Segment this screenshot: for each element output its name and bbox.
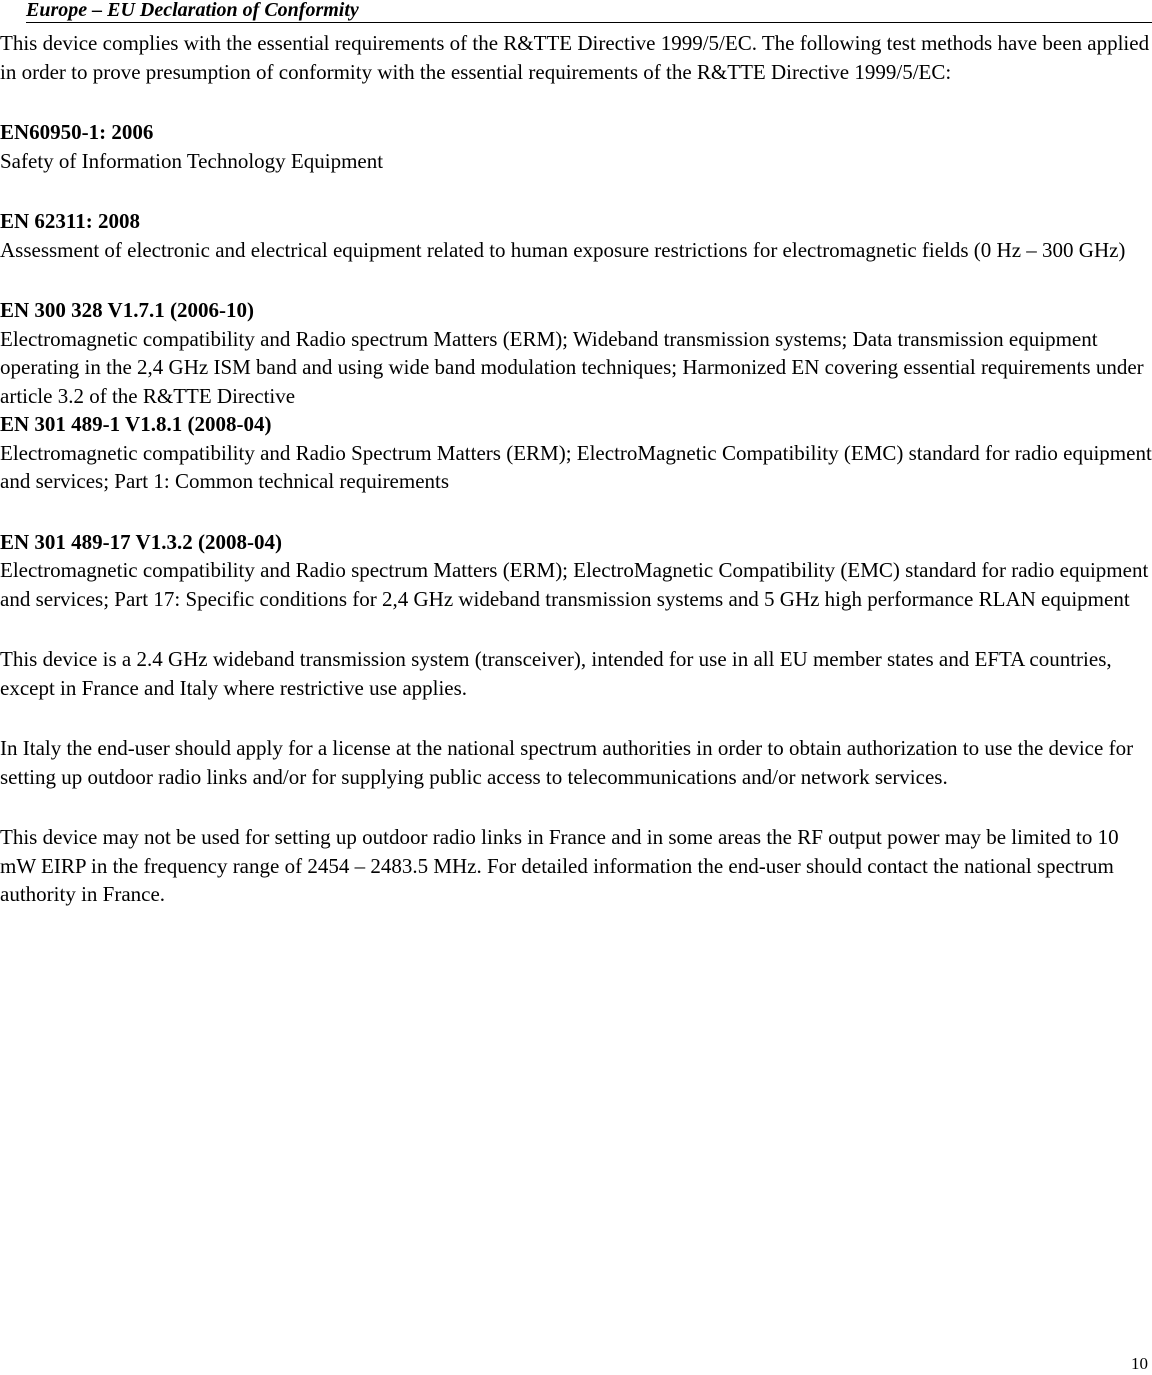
notice-paragraph: This device may not be used for setting up outdoor radio links in France and in some areas the RF output power may be limited to 10 mW EIRP in the frequency range of 2454 – 2483.5 MHz. For detailed information the end-user should contact the national spectrum authority in France. [0,825,1119,906]
spacer [0,613,1152,645]
spacer [0,702,1152,734]
standard-description: Safety of Information Technology Equipment [0,148,384,173]
spacer [0,791,1152,823]
standard-code: EN60950-1: 2006 [0,120,154,144]
spacer [0,86,1152,118]
spacer [0,264,1152,296]
header-rule [26,22,1152,23]
spacer [0,175,1152,207]
page-number: 10 [1131,1354,1148,1373]
intro-paragraph: This device complies with the essential requirements of the R&TTE Directive 1999/5/EC. The following test methods have been applied in order to prove presumption of conformity with the essential requirements of the R&TTE Directive 1999/5/EC: [0,31,1150,84]
standard-description: Electromagnetic compatibility and Radio spectrum Matters (ERM); ElectroMagnetic Compatibility (EMC) standard for radio equipment and services; Part 17: Specific conditions for 2,4 GHz wideband transmission systems and 5 GHz high performance RLAN equipment [0,558,1149,611]
standard-code: EN 301 489-1 V1.8.1 (2008-04) [0,412,272,436]
document-body [0,29,1152,909]
section-title: Europe – EU Declaration of Conformity [26,0,359,21]
standard-code: EN 62311: 2008 [0,209,141,233]
notice-paragraph: In Italy the end-user should apply for a license at the national spectrum authorities in order to obtain authorization to use the device for setting up outdoor radio links and/or for supplying public access to telecommunications and/or network services. [0,736,1134,789]
standard-code: EN 300 328 V1.7.1 (2006-10) [0,298,254,322]
notice-paragraph: This device is a 2.4 GHz wideband transmission system (transceiver), intended for use in all EU member states and EFTA countries, except in France and Italy where restrictive use applies. [0,647,1112,700]
standard-code: EN 301 489-17 V1.3.2 (2008-04) [0,529,282,554]
spacer [0,496,1152,528]
standard-description: Assessment of electronic and electrical equipment related to human exposure restrictions for electromagnetic fields (0 Hz – 300 GHz) [0,237,1126,262]
standard-description: Electromagnetic compatibility and Radio spectrum Matters (ERM); Wideband transmission systems; Data transmission equipment operating in the 2,4 GHz ISM band and using wide band modulation techniques; Harmonized EN covering essential requirements under article 3.2 of the R&TTE Directive [0,326,1144,408]
standard-description: Electromagnetic compatibility and Radio Spectrum Matters (ERM); ElectroMagnetic Compatibility (EMC) standard for radio equipment and services; Part 1: Common technical requirements [0,440,1152,493]
